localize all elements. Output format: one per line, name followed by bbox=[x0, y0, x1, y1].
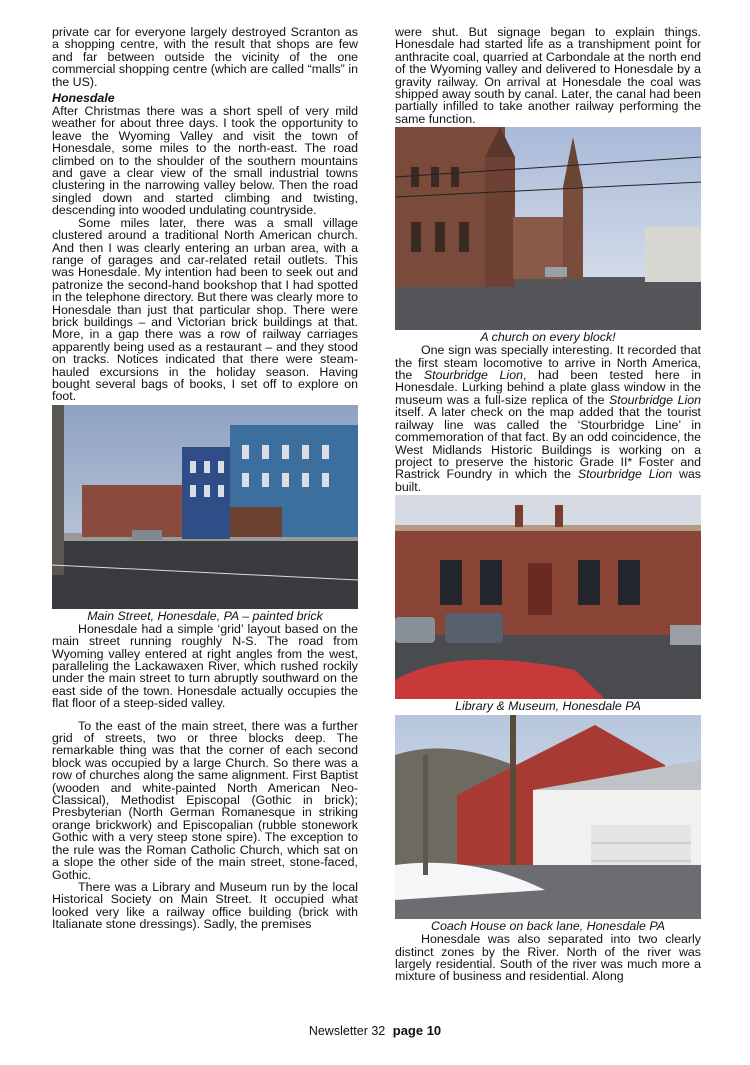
paragraph: There was a Library and Museum run by the local Historical Society on Main Street. It occupied what looked very like a railway office building (brick with Italianate stone dressings). Sadly, the premises bbox=[52, 879, 358, 932]
photo-main-street bbox=[52, 405, 358, 609]
photo-caption: Library & Museum, Honesdale PA bbox=[455, 699, 641, 714]
paragraph: To the east of the main street, there was a further grid of streets, two or three blocks deep. The remarkable thing was that the corner of each second block was occupied by a large Church. So there was a row of churches along the same alignment. First Baptist (wooden and white-painted North American Neo-Classical), Methodist Episcopal (Gothic in brick); Presbyterian (North German Romanesque in striking orange brickwork) and Episcopalian (rubble stonework Gothic with a very steep stone spire). The exception to the rule was the Roman Catholic Church, which sat on a slope the other side of the main street, stone-faced, Gothic. bbox=[52, 718, 358, 882]
page-footer bbox=[0, 1023, 750, 1038]
newsletter-label: Newsletter 32 bbox=[308, 1024, 386, 1038]
paragraph: Some miles later, there was a small village clustered around a traditional North American church. And then I was clearly entering an urban area, with a range of garages and car-related retail outlets. This was Honesdale. My intention had been to seek out and patronize the second-hand bookshop that I had spotted in the telephone directory. But there was clearly more to Honesdale than just that particular shop. There were brick buildings – and Victorian brick buildings at that. More, in a gap there was a row of railway carriages apparently being used as a restaurant – and they stood on tracks. Notices indicated that there were steam-hauled excursions in the holiday season. Having bought several bags of books, I set off to explore on foot. bbox=[52, 215, 358, 404]
locomotive-name: Stourbridge Lion bbox=[609, 392, 702, 407]
paragraph: After Christmas there was a short spell of very mild weather for about three days. I took the opportunity to leave the Wyoming Valley and visit the town of Honesdale, some miles to the north-east. The road climbed on to the shoulder of the southern mountains and gave a clear view of the small industrial towns clustering in the narrowing valley below. Then the road singled down and started climbing and twisting, descending into wooded undulating countryside. bbox=[52, 104, 358, 218]
section-heading: Honesdale bbox=[52, 91, 115, 106]
photo-caption: A church on every block! bbox=[480, 330, 616, 345]
photo-church bbox=[395, 127, 701, 330]
paragraph: Honesdale was also separated into two clearly distinct zones by the River. North of the river was largely residential. South of the river was much more a mixture of business and residential. Along bbox=[395, 932, 701, 984]
right-column bbox=[395, 26, 701, 983]
paragraph: Honesdale had a simple ‘grid’ layout based on the main street running roughly N-S. The road from Wyoming valley entered at right angles from the west, paralleling the Lackawaxen River, which rushed rockily under the main street to turn abruptly southward on the east side of the town. Honesdale actually occupies the flat floor of a steep-sided valley. bbox=[52, 621, 358, 711]
photo-coach-house bbox=[395, 715, 701, 919]
left-column bbox=[52, 26, 358, 931]
photo-library-museum bbox=[395, 495, 701, 699]
page-number: page 10 bbox=[392, 1023, 442, 1038]
locomotive-name: Stourbridge Lion bbox=[423, 368, 523, 383]
paragraph: One sign was specially interesting. It recorded that the first steam locomotive to arrive in North America, the Stourbridge Lion, had been tested here in Honesdale. Lurking behind a plate glass window in the museum was a full-size replica of the Stourbridge Lion itself. A later check on the map added that the tourist railway line was called the ‘Stourbridge Line’ in commemoration of that fact. By an odd coincidence, the West Midlands Historic Buildings is working on a project to preserve the historic Grade II* Foster and Rastrick Foundry in which the Stourbridge Lion was built. bbox=[395, 343, 702, 494]
paragraph: private car for everyone largely destroyed Scranton as a shopping centre, with the result that shops are few and far between outside the vicinity of the one commercial shopping centre (which are called “malls” in the US). bbox=[52, 25, 358, 89]
locomotive-name: Stourbridge Lion bbox=[577, 467, 673, 482]
photo-caption: Main Street, Honesdale, PA – painted brick bbox=[87, 608, 323, 623]
paragraph: were shut. But signage began to explain things. Honesdale had started life as a transhipment point for anthracite coal, quarried at Carbondale at the north end of the Wyoming valley and delivered to Honesdale by a gravity railway. On arrival at Honesdale the coal was shipped away south by canal. Later, the canal had been partially infilled to take another railway performing the same function. bbox=[395, 25, 701, 126]
photo-caption: Coach House on back lane, Honesdale PA bbox=[431, 919, 665, 934]
